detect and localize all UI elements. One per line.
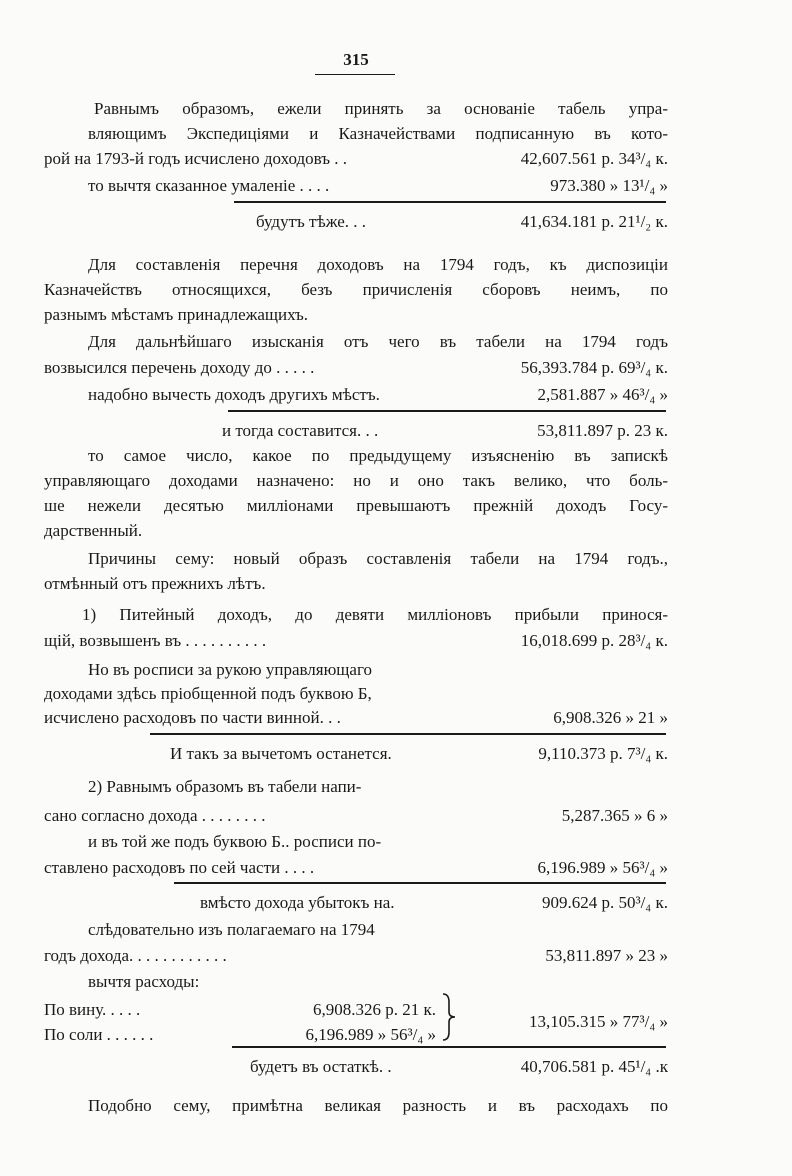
p1-total-num: 41,634.181 р. 21¹/₂ к. <box>520 212 668 231</box>
text-line: Подобно сему, примѣтна великая разность и въ расходахъ по <box>88 1096 668 1115</box>
item2-line2-num: 5,287.365 » 6 » <box>561 806 668 825</box>
item2-line1: 2) Равнымъ образомъ въ табели напи- <box>88 777 362 796</box>
text-line: отмѣнный отъ прежнихъ лѣтъ. <box>44 574 266 593</box>
salt-num: 6,196.989 » 56³/₄ » <box>305 1025 436 1044</box>
summary-line1: слѣдовательно изъ полагаемаго на 1794 <box>88 920 375 939</box>
text-line: Казначействъ относящихся, безъ причисленія сборовъ неимъ, по <box>44 280 668 299</box>
item1-total-label: И такъ за вычетомъ останется. <box>170 744 392 763</box>
item1-line4: доходами здѣсь пріобщенной подъ буквою Б, <box>44 684 372 703</box>
summary-line3: вычтя расходы: <box>88 972 200 991</box>
text-line: ше нежели десятью милліонами превышаютъ прежній доходъ Госу- <box>44 496 668 515</box>
text-line: 1) Питейный доходъ, до девяти милліоновъ прибыли принося- <box>82 605 668 624</box>
text-line: вляющимъ Экспедиціями и Казначействами подписанную въ кото- <box>88 124 668 143</box>
sum-rule <box>234 201 666 203</box>
item-1 <box>44 602 668 627</box>
text-line: то самое число, какое по предыдущему изъясненію въ запискѣ <box>88 446 668 465</box>
summary-total-label: будетъ въ остаткѣ. . <box>250 1057 392 1076</box>
item2-line4-num: 6,196.989 » 56³/₄ » <box>537 858 668 877</box>
p1-line3-label: рой на 1793-й годъ исчислено доходовъ . . <box>44 149 348 168</box>
closing-paragraph <box>44 1093 668 1118</box>
item2-line4-label: ставлено расходовъ по сей части . . . . <box>44 858 315 877</box>
item1-line2-num: 16,018.699 р. 28³/₄ к. <box>520 631 668 650</box>
p3-line2-label: возвысился перечень доходу до . . . . . <box>44 358 315 377</box>
sum-rule <box>150 733 666 735</box>
item1-line3: Но въ росписи за рукою управляющаго <box>88 660 372 679</box>
sum-rule <box>232 1046 666 1048</box>
text-line: Для составленія перечня доходовъ на 1794 годъ, къ диспозиціи <box>88 255 668 274</box>
item2-total-num: 909.624 р. 50³/₄ к. <box>541 893 668 912</box>
item1-line2-label: щій, возвышенъ въ . . . . . . . . . . <box>44 631 267 650</box>
paragraph-2 <box>44 252 668 327</box>
paragraph-3 <box>44 329 668 354</box>
paragraph-4 <box>44 443 668 543</box>
p1-line4-label: то вычтя сказанное умаленіе . . . . <box>88 176 330 195</box>
p1-line4-num: 973.380 » 13¹/₄ » <box>550 176 668 195</box>
text-line: управляющаго доходами назначено: но и оно такъ велико, что боль- <box>44 471 668 490</box>
item1-line5-num: 6,908.326 » 21 » <box>553 708 668 727</box>
summary-line2-num: 53,811.897 » 23 » <box>545 946 668 965</box>
page-number-underline <box>315 74 395 75</box>
wine-num: 6,908.326 р. 21 к. <box>312 1000 436 1019</box>
item1-line5-label: исчислено расходовъ по части винной. . . <box>44 708 341 727</box>
wine-label: По вину. . . . . <box>44 1000 141 1019</box>
text-line: Причины сему: новый образъ составленія табели на 1794 годъ., <box>88 549 668 568</box>
combined-num: 13,105.315 » 77³/₄ » <box>529 1012 668 1031</box>
item2-line2-label: сано согласно дохода . . . . . . . . <box>44 806 266 825</box>
p3-line2-num: 56,393.784 р. 69³/₄ к. <box>520 358 668 377</box>
paragraph-5 <box>44 546 668 596</box>
p3-line3-num: 2,581.887 » 46³/₄ » <box>537 385 668 404</box>
sum-rule <box>174 882 666 884</box>
summary-total-num: 40,706.581 р. 45¹/₄ .к <box>520 1057 668 1076</box>
text-line: Для дальнѣйшаго изысканія отъ чего въ табели на 1794 годъ <box>88 332 668 351</box>
text-line: дарственный. <box>44 521 143 540</box>
p1-total-label: будутъ тѣже. . . <box>256 212 367 231</box>
paragraph-1 <box>88 96 668 146</box>
summary-line2-label: годъ дохода. . . . . . . . . . . . <box>44 946 227 965</box>
item1-total-num: 9,110.373 р. 7³/₄ к. <box>538 744 668 763</box>
item2-total-label: вмѣсто дохода убытокъ на. <box>200 893 395 912</box>
text-line: разнымъ мѣстамъ принадлежащихъ. <box>44 305 308 324</box>
text-line: Равнымъ образомъ, ежели принять за основаніе табель упра- <box>94 99 668 118</box>
page-number: 315 <box>343 50 369 69</box>
p1-line3-num: 42,607.561 р. 34³/₄ к. <box>520 149 668 168</box>
sum-rule <box>228 410 666 412</box>
salt-label: По соли . . . . . . <box>44 1025 154 1044</box>
p3-line3-label: надобно вычесть доходъ другихъ мѣстъ. <box>88 385 380 404</box>
p3-total-label: и тогда составится. . . <box>222 421 379 440</box>
p3-total-num: 53,811.897 р. 23 к. <box>537 421 668 440</box>
item2-line3: и въ той же подъ буквою Б.. росписи по- <box>88 832 382 851</box>
